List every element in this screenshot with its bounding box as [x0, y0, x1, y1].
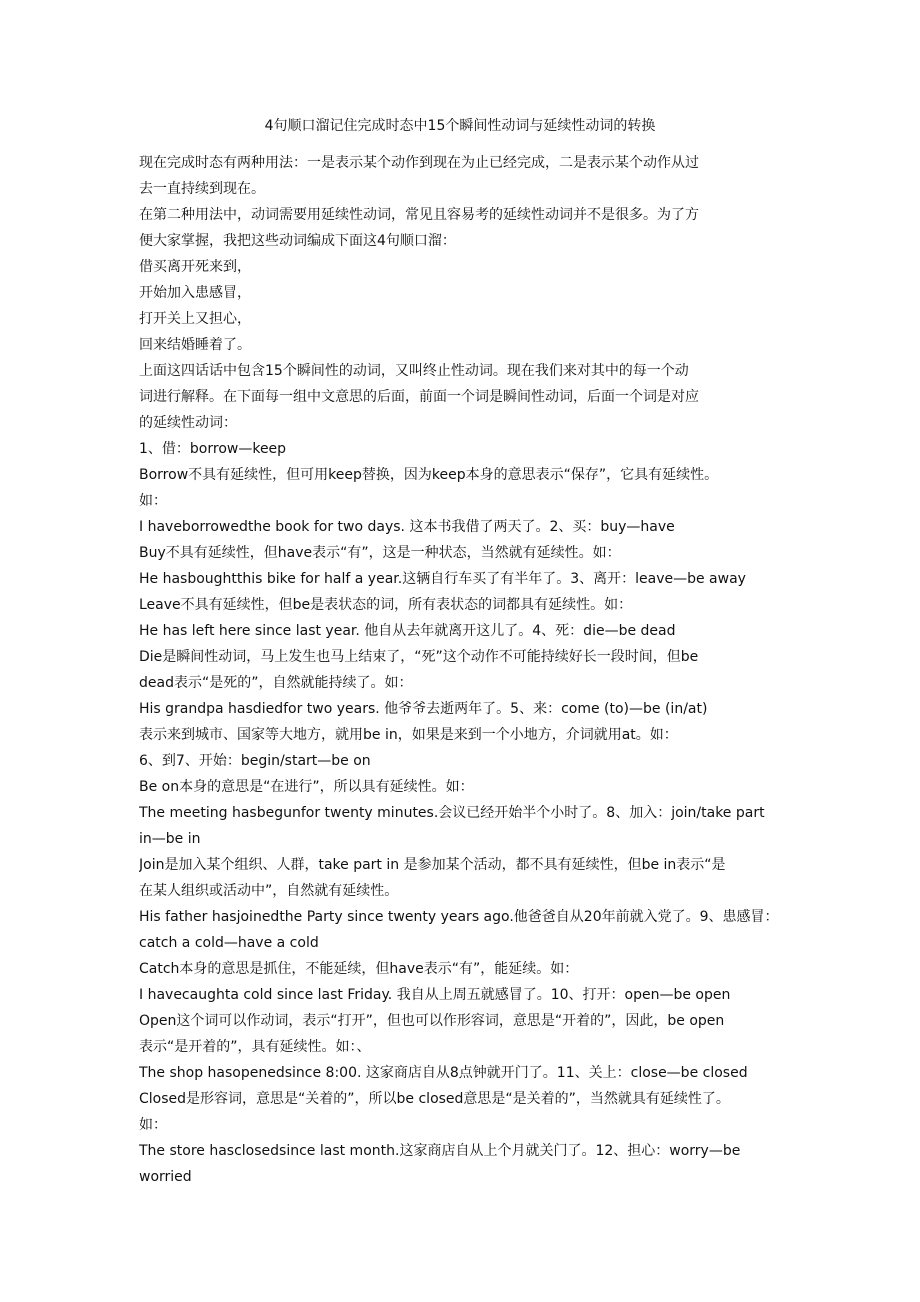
document-body	[139, 150, 784, 1190]
text-line: 去一直持续到现在。	[139, 181, 265, 197]
text-line: Join是加入某个组织、人群，take part in 是参加某个活动，都不具有延续性，但be in表示“是	[139, 857, 726, 873]
text-line: 在某人组织或活动中”，自然就有延续性。	[139, 883, 399, 899]
text-line: 表示来到城市、国家等大地方，就用be in，如果是来到一个小地方，介词就用at。如：	[139, 727, 678, 743]
text-line: worried	[139, 1169, 192, 1185]
text-line: Catch本身的意思是抓住，不能延续，但have表示“有”，能延续。如：	[139, 961, 579, 977]
text-line: 打开关上又担心，	[139, 311, 251, 327]
text-line: The meeting hasbegunfor twenty minutes.会议已经开始半个小时了。8、加入：join/take part	[139, 805, 765, 821]
text-line: The store hasclosedsince last month.这家商店自从上个月就关门了。12、担心：worry—be	[139, 1143, 741, 1159]
text-line: 如：	[139, 493, 167, 509]
text-line: I haveborrowedthe book for two days. 这本书我借了两天了。2、买：buy—have	[139, 519, 675, 535]
text-line: 1、借：borrow—keep	[139, 441, 287, 457]
text-line: 词进行解释。在下面每一组中文意思的后面，前面一个词是瞬间性动词，后面一个词是对应	[139, 389, 699, 405]
text-line: 上面这四话话中包含15个瞬间性的动词，又叫终止性动词。现在我们来对其中的每一个动	[139, 363, 689, 379]
text-line: dead表示“是死的”，自然就能持续了。如：	[139, 675, 413, 691]
text-line: 表示“是开着的”，具有延续性。如：、	[139, 1039, 371, 1055]
text-line: His grandpa hasdiedfor two years. 他爷爷去逝两年了。5、来：come (to)—be (in/at)	[139, 701, 708, 717]
text-line: The shop hasopenedsince 8:00. 这家商店自从8点钟就开门了。11、关上：close—be closed	[139, 1065, 748, 1081]
text-line: Closed是形容词，意思是“关着的”，所以be closed意思是“是关着的”，当然就具有延续性了。	[139, 1091, 730, 1107]
text-line: He has left here since last year. 他自从去年就离开这儿了。4、死：die—be dead	[139, 623, 676, 639]
text-line: Borrow不具有延续性，但可用keep替换，因为keep本身的意思表示“保存”，它具有延续性。	[139, 467, 719, 483]
document-title: 4句顺口溜记住完成时态中15个瞬间性动词与延续性动词的转换	[264, 118, 656, 134]
text-line: His father hasjoinedthe Party since twenty years ago.他爸爸自从20年前就入党了。9、患感冒：	[139, 909, 779, 925]
text-line: 借买离开死来到，	[139, 259, 251, 275]
text-line: I havecaughta cold since last Friday. 我自从上周五就感冒了。10、打开：open—be open	[139, 987, 731, 1003]
text-line: 便大家掌握，我把这些动词编成下面这4句顺口溜：	[139, 233, 456, 249]
text-line: 在第二种用法中，动词需要用延续性动词，常见且容易考的延续性动词并不是很多。为了方	[139, 207, 699, 223]
text-line: in—be in	[139, 831, 201, 847]
text-line: Die是瞬间性动词，马上发生也马上结束了，“死”这个动作不可能持续好长一段时间，但be	[139, 649, 699, 665]
text-line: 开始加入患感冒，	[139, 285, 251, 301]
text-line: 现在完成时态有两种用法：一是表示某个动作到现在为止已经完成，二是表示某个动作从过	[139, 155, 699, 171]
text-line: Buy不具有延续性，但have表示“有”，这是一种状态，当然就有延续性。如：	[139, 545, 621, 561]
text-line: 如：	[139, 1117, 167, 1133]
text-line: 的延续性动词：	[139, 415, 237, 431]
text-line: Open这个词可以作动词，表示“打开”，但也可以作形容词，意思是“开着的”，因此，be open	[139, 1013, 725, 1029]
text-line: 6、到7、开始：begin/start—be on	[139, 753, 371, 769]
text-line: He hasboughtthis bike for half a year.这辆自行车买了有半年了。3、离开：leave—be away	[139, 571, 746, 587]
text-line: Be on本身的意思是“在进行”，所以具有延续性。如：	[139, 779, 474, 795]
text-line: Leave不具有延续性，但be是表状态的词，所有表状态的词都具有延续性。如：	[139, 597, 633, 613]
text-line: 回来结婚睡着了。	[139, 337, 251, 353]
text-line: catch a cold—have a cold	[139, 935, 319, 951]
